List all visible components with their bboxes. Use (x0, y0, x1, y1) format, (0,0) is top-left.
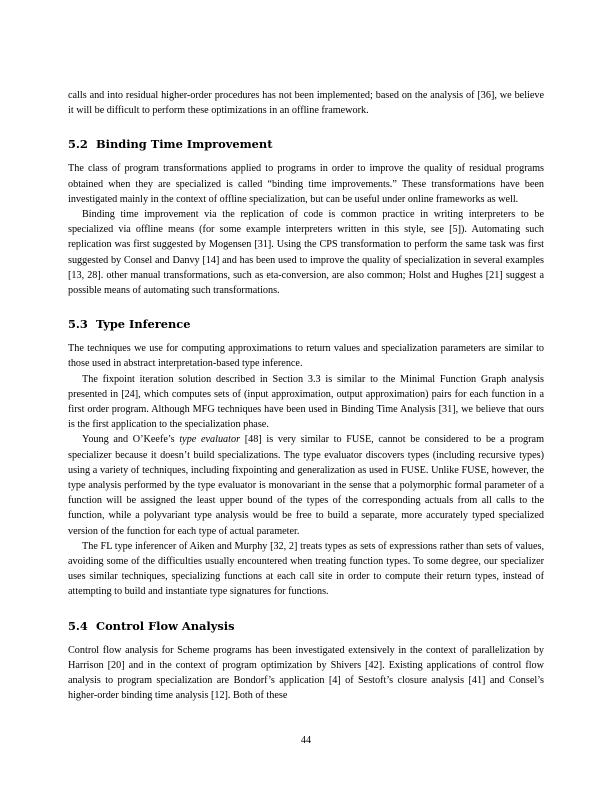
text-before-italic: Young and O’Keefe’s (82, 434, 180, 446)
spacer (68, 634, 544, 643)
paragraph: The techniques we use for computing approximations to return values and specialization parameters are similar to those used in abstract interpretation-based type inference. (68, 343, 544, 370)
paragraph: The class of program transformations applied to programs in order to improve the quality of residual programs obtained when they are specialized is called “binding time improvements.” These transformations have been investigated mainly in the context of offline specialization, but can be useful under online frameworks as well. (68, 163, 544, 205)
page-number: 44 (300, 735, 312, 746)
section-title: Type Inference (96, 317, 191, 332)
section-heading-5-4 (68, 619, 544, 634)
paragraph: The FL type inferencer of Aiken and Murphy [32, 2] treats types as sets of expressions rather than sets of values, avoiding some of the difficulties usually encountered when treating function types. To some degree, our specializer uses similar techniques, specializing functions at each call site in order to compute their return types, instead of attempting to build and instantiate type signatures for functions. (68, 540, 544, 598)
page-body (68, 88, 544, 704)
spacer (68, 298, 544, 317)
italic-term: type evaluator (179, 434, 241, 446)
paragraph: The fixpoint iteration solution described in Section 3.3 is similar to the Minimal Function Graph analysis presented in [24], which computes sets of (input approximation, output approximation) pairs for each function in a first order program. Although MFG techniques have been used in Binding Time Analysis [31], we believe that ours is the first application to the specialization phase. (68, 373, 544, 431)
section-number: 5.4 (68, 618, 88, 633)
text-after-italic: [48] is very similar to FUSE, cannot be considered to be a program specializer because it doesn’t build specializations. The type evaluator discovers types (including recursive types) using a variety of techniques, including fixpointing and generalization as used in FUSE. Unlike FUSE, however, the type analysis performed by the type evaluator is monovariant in the sense that a polymorphic formal parameter of a function will be assigned the least upper bound of the types of the corresponding actuals from all calls to the function, while a polyvariant type analysis would be free to build a separate, more accurately typed specialized version of the function for each type of actual parameter. (68, 434, 544, 537)
section-number: 5.2 (68, 137, 88, 152)
section-title: Binding Time Improvement (96, 137, 273, 152)
spacer (68, 152, 544, 161)
section-heading-5-3 (68, 317, 544, 332)
section-title: Control Flow Analysis (96, 618, 235, 633)
paragraph: Binding time improvement via the replication of code is common practice in writing interpreters to be specialized via offline means (for some example interpreters written in this style, see [5]). Automating such replication was first suggested by Mogensen [31]. Using the CPS transformation to perform the same task was first suggested by Consel and Danvy [14] and has been used to improve the quality of specialization in several examples [13, 28]. other manual transformations, such as eta-conversion, are also common; Holst and Hughes [21] suggest a possible means of automating such transformations. (68, 209, 544, 297)
paragraph-with-italic (68, 432, 544, 538)
spacer (68, 332, 544, 341)
section-number: 5.3 (68, 317, 88, 332)
spacer (68, 600, 544, 619)
paragraph: Control flow analysis for Scheme programs has been investigated extensively in the context of parallelization by Harrison [20] and in the context of program optimization by Shivers [42]. Existing applications of control flow analysis to program specialization are Bondorf’s application [4] of Sestoft’s closure analysis [41] and Consel’s higher-order binding time analysis [12]. Both of these (68, 644, 544, 702)
spacer (68, 118, 544, 137)
paragraph: calls and into residual higher-order procedures has not been implemented; based on the analysis of [36], we believe it will be difficult to perform these optimizations in an offline framework. (68, 90, 544, 117)
section-heading-5-2 (68, 137, 544, 152)
